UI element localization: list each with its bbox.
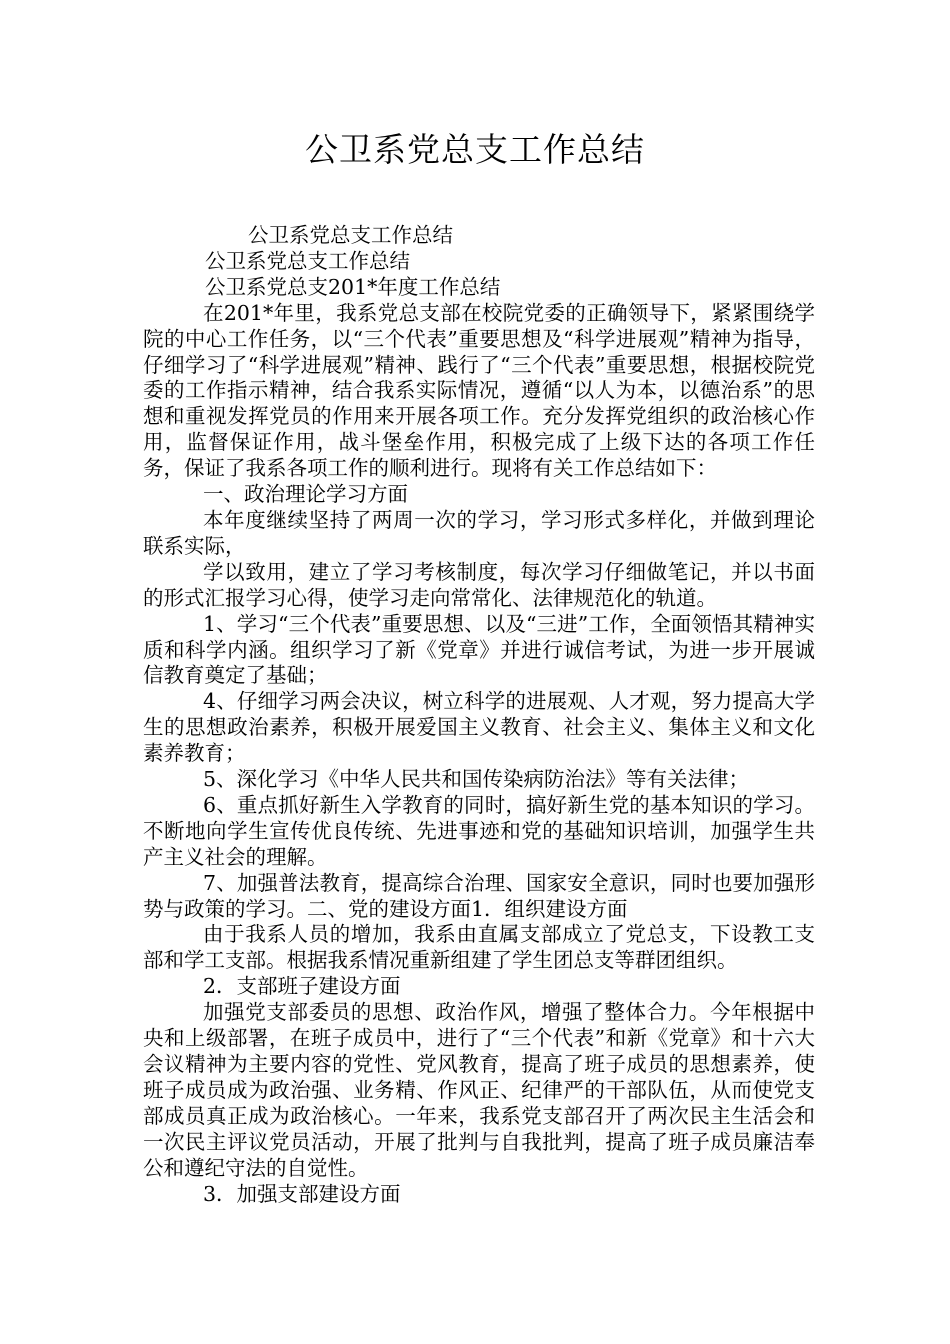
section-heading: 一、政治理论学习方面 <box>203 482 408 507</box>
list-item: 7、加强普法教育，提高综合治理、国家安全意识，同时也要加强形势与政策的学习。二、党的建设方面1．组织建设方面 <box>143 870 815 921</box>
document-body <box>143 223 815 1207</box>
body-paragraph: 本年度继续坚持了两周一次的学习，学习形式多样化，并做到理论联系实际， <box>143 507 815 558</box>
body-paragraph: 在201*年里，我系党总支部在校院党委的正确领导下，紧紧围绕学院的中心工作任务，以“三个代表”重要思想及“科学进展观”精神为指导，仔细学习了“科学进展观”精神、践行了“三个代表”重要思想，根据校院党委的工作指示精神，结合我系实际情况，遵循“以人为本，以德治系”的思想和重视发挥党员的作用来开展各项工作。充分发挥党组织的政治核心作用，监督保证作用，战斗堡垒作用，积极完成了上级下达的各项工作任务，保证了我系各项工作的顺利进行。现将有关工作总结如下： <box>143 300 815 481</box>
list-item: 6、重点抓好新生入学教育的同时，搞好新生党的基本知识的学习。不断地向学生宣传优良传统、先进事迹和党的基础知识培训，加强学生共产主义社会的理解。 <box>143 792 815 869</box>
subtitle-line: 公卫系党总支工作总结 <box>248 223 453 247</box>
body-paragraph: 由于我系人员的增加，我系由直属支部成立了党总支，下设教工支部和学工支部。根据我系情况重新组建了学生团总支等群团组织。 <box>143 922 815 973</box>
page-title: 公卫系党总支工作总结 <box>305 130 645 169</box>
list-item: 1、学习“三个代表”重要思想、以及“三进”工作，全面领悟其精神实质和科学内涵。组织学习了新《党章》并进行诚信考试，为进一步开展诚信教育奠定了基础； <box>143 611 815 688</box>
subtitle-line: 公卫系党总支201*年度工作总结 <box>205 274 501 299</box>
subtitle-line: 公卫系党总支工作总结 <box>205 248 410 273</box>
body-paragraph: 加强党支部委员的思想、政治作风，增强了整体合力。今年根据中央和上级部署，在班子成员中，进行了“三个代表”和新《党章》和十六大会议精神为主要内容的党性、党风教育，提高了班子成员的思想素养，使班子成员成为政治强、业务精、作风正、纪律严的干部队伍，从而使党支部成员真正成为政治核心。一年来，我系党支部召开了两次民主生活会和一次民主评议党员活动，开展了批判与自我批判，提高了班子成员廉洁奉公和遵纪守法的自觉性。 <box>143 1000 815 1180</box>
list-item: 5、深化学习《中华人民共和国传染病防治法》等有关法律； <box>203 767 750 792</box>
body-paragraph: 学以致用，建立了学习考核制度，每次学习仔细做笔记，并以书面的形式汇报学习心得，使学习走向常常化、法律规范化的轨道。 <box>143 559 815 610</box>
list-item: 4、仔细学习两会决议，树立科学的进展观、人才观，努力提高大学生的思想政治素养，积极开展爱国主义教育、社会主义、集体主义和文化素养教育； <box>143 689 815 766</box>
section-heading: 2．支部班子建设方面 <box>203 974 401 999</box>
section-heading: 3．加强支部建设方面 <box>203 1181 401 1206</box>
